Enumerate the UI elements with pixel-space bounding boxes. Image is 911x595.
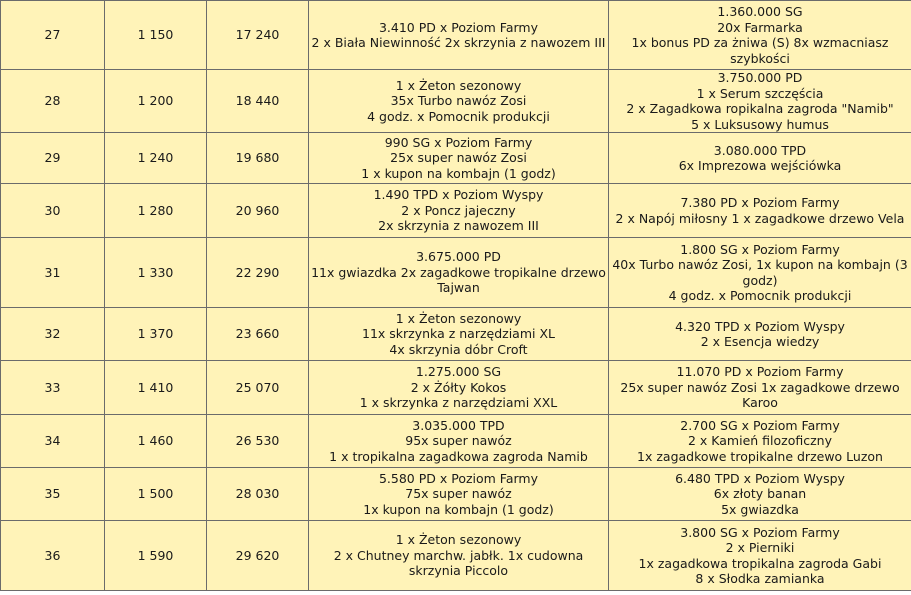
reward-cell-1 (309, 521, 609, 591)
level-cell: 28 (1, 70, 105, 133)
value-a-cell: 1 410 (105, 361, 207, 415)
level-cell: 30 (1, 184, 105, 238)
reward-line: 7.380 PD x Poziom Farmy (680, 195, 840, 210)
reward-line: 1 x Żeton sezonowy (395, 310, 522, 326)
reward-line: 3.080.000 TPD (713, 142, 807, 158)
reward-line: 1x zagadkowe tropikalne drzewo Luzon (637, 448, 883, 464)
table-row (1, 415, 911, 468)
level-cell: 34 (1, 415, 105, 468)
reward-line: 3.800 SG x Poziom Farmy (680, 524, 840, 540)
reward-line: 1 x kupon na kombajn (1 godz) (361, 165, 556, 181)
table-row (1, 468, 911, 521)
reward-line: 2 x Pierniki (725, 540, 795, 555)
value-a-cell: 1 590 (105, 521, 207, 591)
value-b-cell: 20 960 (207, 184, 309, 238)
reward-line: 1 x Serum szczęścia (696, 85, 824, 101)
value-a-cell: 1 500 (105, 468, 207, 521)
value-a-cell: 1 150 (105, 1, 207, 70)
level-cell: 27 (1, 1, 105, 70)
value-b-cell: 22 290 (207, 238, 309, 308)
reward-line: 2 x Chutney marchw. jabłk. 1x cudowna skrzynia Piccolo (333, 547, 584, 579)
value-b-cell: 18 440 (207, 70, 309, 133)
reward-cell-2 (609, 184, 911, 238)
table-row (1, 308, 911, 361)
reward-line: 11x skrzynka z narzędziami XL (362, 326, 555, 342)
value-a-cell: 1 460 (105, 415, 207, 468)
reward-line: 4 godz. x Pomocnik produkcji (668, 288, 852, 303)
reward-line: 1x zagadkowa tropikalna zagroda Gabi (638, 555, 882, 571)
reward-cell-1 (309, 70, 609, 133)
reward-line: 1 x skrzynka z narzędziami XXL (359, 395, 558, 411)
value-a-cell: 1 200 (105, 70, 207, 133)
reward-line: 2 x Kamień filozoficzny (687, 433, 832, 449)
reward-line: 2 x Biała Niewinność 2x skrzynia z nawozem III (311, 35, 606, 50)
value-b-cell: 23 660 (207, 308, 309, 361)
level-cell: 31 (1, 238, 105, 308)
reward-line: 20x Farmarka (717, 19, 803, 35)
reward-line: 3.750.000 PD (717, 70, 803, 85)
table-row (1, 133, 911, 184)
reward-line: 5x gwiazdka (721, 501, 799, 517)
reward-line: 11x gwiazdka 2x zagadkowe tropikalne drzewo Tajwan (311, 264, 606, 296)
reward-line: 2.700 SG x Poziom Farmy (680, 417, 840, 433)
reward-line: 1 x tropikalna zagadkowa zagroda Namib (329, 448, 588, 464)
reward-line: 6.480 TPD x Poziom Wyspy (675, 470, 845, 486)
reward-line: 6x Imprezowa wejściówka (678, 158, 842, 173)
reward-line: 5.580 PD x Poziom Farmy (378, 470, 539, 486)
value-b-cell: 25 070 (207, 361, 309, 415)
reward-cell-1 (309, 468, 609, 521)
value-b-cell: 26 530 (207, 415, 309, 468)
reward-cell-2 (609, 70, 911, 133)
reward-line: 25x super nawóz Zosi 1x zagadkowe drzewo Karoo (620, 379, 900, 411)
level-cell: 29 (1, 133, 105, 184)
reward-line: 8 x Słodka zamianka (695, 571, 825, 586)
value-a-cell: 1 240 (105, 133, 207, 184)
reward-line: 1 x Żeton sezonowy (395, 532, 522, 548)
reward-line: 1.360.000 SG (717, 4, 803, 19)
value-a-cell: 1 370 (105, 308, 207, 361)
reward-cell-1 (309, 308, 609, 361)
value-a-cell: 1 280 (105, 184, 207, 238)
value-a-cell: 1 330 (105, 238, 207, 308)
level-cell: 35 (1, 468, 105, 521)
reward-line: 4x skrzynia dóbr Croft (389, 341, 528, 357)
reward-cell-2 (609, 521, 911, 591)
reward-cell-1 (309, 238, 609, 308)
reward-line: 11.070 PD x Poziom Farmy (676, 364, 844, 380)
value-b-cell: 19 680 (207, 133, 309, 184)
table-row (1, 361, 911, 415)
reward-cell-2 (609, 308, 911, 361)
reward-cell-2 (609, 133, 911, 184)
reward-line: 3.675.000 PD (416, 249, 501, 265)
level-cell: 36 (1, 521, 105, 591)
reward-line: 2 x Napój miłosny 1 x zagadkowe drzewo Vela (615, 210, 905, 226)
reward-line: 1x kupon na kombajn (1 godz) (363, 501, 554, 517)
table-row (1, 184, 911, 238)
reward-cell-1 (309, 361, 609, 415)
reward-cell-1 (309, 1, 609, 70)
table-row (1, 70, 911, 133)
table-row (1, 238, 911, 308)
reward-line: 95x super nawóz (405, 433, 512, 449)
reward-line: 40x Turbo nawóz Zosi, 1x kupon na kombajn (3 godz) (612, 257, 908, 288)
table-row (1, 521, 911, 591)
reward-line: 3.410 PD x Poziom Farmy (378, 19, 539, 35)
reward-line: 5 x Luksusowy humus (691, 116, 829, 132)
reward-cell-2 (609, 415, 911, 468)
reward-line: 2x skrzynia z nawozem III (378, 218, 539, 234)
reward-line: 1.490 TPD x Poziom Wyspy (373, 187, 544, 203)
reward-line: 2 x Poncz jajeczny (401, 202, 516, 218)
reward-cell-2 (609, 361, 911, 415)
reward-cell-2 (609, 1, 911, 70)
reward-cell-2 (609, 468, 911, 521)
reward-cell-1 (309, 415, 609, 468)
value-b-cell: 28 030 (207, 468, 309, 521)
reward-line: 2 x Esencja wiedzy (700, 334, 820, 349)
reward-line: 3.035.000 TPD (412, 417, 505, 433)
reward-line: 75x super nawóz (405, 486, 512, 502)
reward-line: 6x złoty banan (713, 486, 807, 502)
reward-line: 35x Turbo nawóz Zosi (390, 93, 527, 109)
reward-line: 1x bonus PD za żniwa (S) 8x wzmacniasz szybkości (631, 35, 889, 66)
level-cell: 32 (1, 308, 105, 361)
level-cell: 33 (1, 361, 105, 415)
reward-line: 1 x Żeton sezonowy (395, 77, 522, 93)
value-b-cell: 29 620 (207, 521, 309, 591)
rewards-table-body (1, 1, 911, 591)
reward-line: 2 x Żółty Kokos (410, 379, 507, 395)
value-b-cell: 17 240 (207, 1, 309, 70)
reward-line: 4.320 TPD x Poziom Wyspy (675, 318, 845, 334)
reward-line: 4 godz. x Pomocnik produkcji (367, 108, 550, 124)
reward-line: 1.275.000 SG (415, 364, 502, 380)
reward-cell-1 (309, 133, 609, 184)
reward-line: 2 x Zagadkowa ropikalna zagroda "Namib" (626, 101, 894, 116)
reward-cell-2 (609, 238, 911, 308)
reward-cell-1 (309, 184, 609, 238)
reward-line: 990 SG x Poziom Farmy (384, 134, 533, 150)
reward-line: 25x super nawóz Zosi (390, 150, 527, 166)
table-row (1, 1, 911, 70)
reward-line: 1.800 SG x Poziom Farmy (680, 241, 840, 257)
